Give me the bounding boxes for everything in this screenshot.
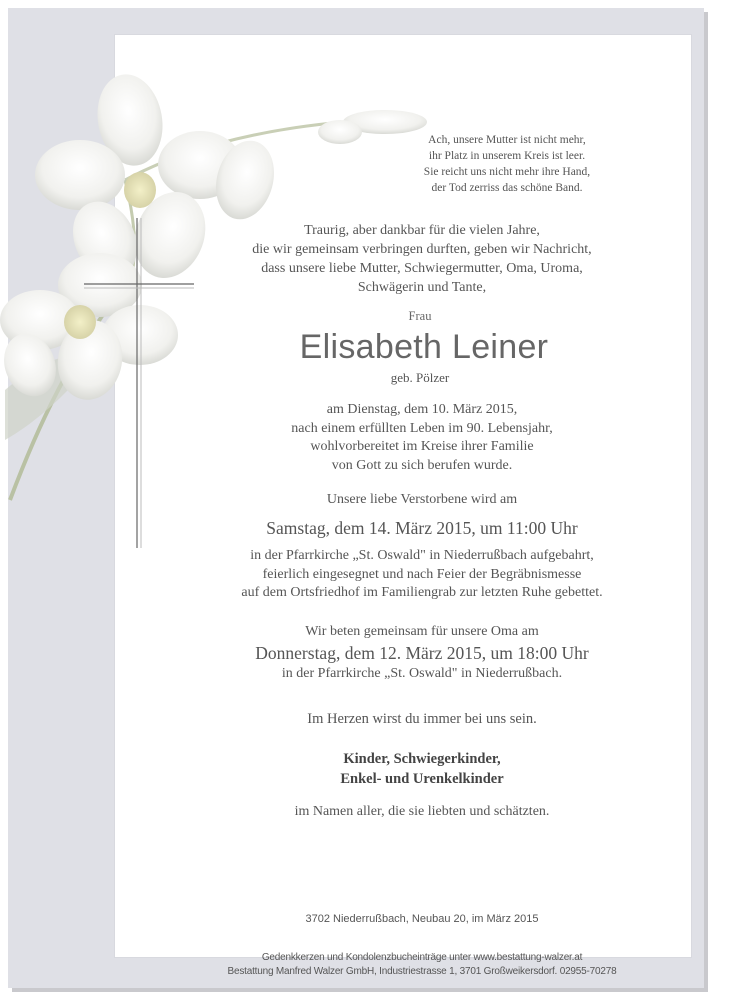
intro-line: dass unsere liebe Mutter, Schwiegermutter, Oma, Uroma, <box>261 261 583 276</box>
salutation: Frau <box>408 309 432 323</box>
death-notice <box>252 401 592 475</box>
intro-line: Schwägerin und Tante, <box>357 280 487 295</box>
prayer-place: in der Pfarrkirche „St. Oswald" in Niederrußbach. <box>281 666 563 681</box>
footer <box>162 951 682 979</box>
family-line: Kinder, Schwiegerkinder, <box>343 751 501 767</box>
family-line: Enkel- und Urenkelkinder <box>340 771 504 787</box>
death-line: nach einem erfüllten Leben im 90. Lebensjahr, <box>291 420 553 436</box>
maiden-name: geb. Pölzer <box>390 370 450 385</box>
death-line: von Gott zu sich berufen wurde. <box>331 457 513 473</box>
funeral-line: auf dem Ortsfriedhof im Familiengrab zur letzten Ruhe gebettet. <box>241 585 603 600</box>
intro-line: die wir gemeinsam verbringen durften, geben wir Nachricht, <box>252 242 592 257</box>
funeral-date: Samstag, dem 14. März 2015, um 11:00 Uhr <box>266 518 578 538</box>
family-signature <box>252 749 592 789</box>
poem-line: Ach, unsere Mutter ist nicht mehr, <box>428 134 586 146</box>
intro-line: Traurig, aber dankbar für die vielen Jahre, <box>304 223 540 238</box>
closing-quote: Im Herzen wirst du immer bei uns sein. <box>307 711 537 727</box>
prayer-lead: Wir beten gemeinsam für unsere Oma am <box>305 624 539 639</box>
intro-text <box>212 221 632 297</box>
death-line: am Dienstag, dem 10. März 2015, <box>326 402 518 417</box>
funeral-line: feierlich eingesegnet und nach Feier der Begräbnismesse <box>262 566 582 582</box>
on-behalf-text: im Namen aller, die sie liebten und schätzten. <box>294 804 550 819</box>
place-date: 3702 Niederrußbach, Neubau 20, im März 2015 <box>305 913 539 925</box>
footer-line: Bestattung Manfred Walzer GmbH, Industriestrasse 1, 3701 Großweikersdorf. 02955-70278 <box>227 966 617 977</box>
funeral-lead: Unsere liebe Verstorbene wird am <box>326 492 518 507</box>
funeral-details <box>202 547 642 603</box>
poem-line: Sie reicht uns nicht mehr ihre Hand, <box>423 166 591 178</box>
poem-line: ihr Platz in unserem Kreis ist leer. <box>428 150 586 162</box>
funeral-line: in der Pfarrkirche „St. Oswald" in Niederrußbach aufgebahrt, <box>250 548 594 563</box>
prayer-date: Donnerstag, dem 12. März 2015, um 18:00 Uhr <box>255 643 589 663</box>
poem-line: der Tod zerriss das schöne Band. <box>431 182 583 194</box>
death-line: wohlvorbereitet im Kreise ihrer Familie <box>310 439 534 454</box>
poem <box>380 132 634 196</box>
footer-line: Gedenkkerzen und Kondolenzbucheinträge unter www.bestattung-walzer.at <box>261 952 583 963</box>
deceased-name: Elisabeth Leiner <box>299 328 549 366</box>
cross-icon <box>84 218 194 548</box>
